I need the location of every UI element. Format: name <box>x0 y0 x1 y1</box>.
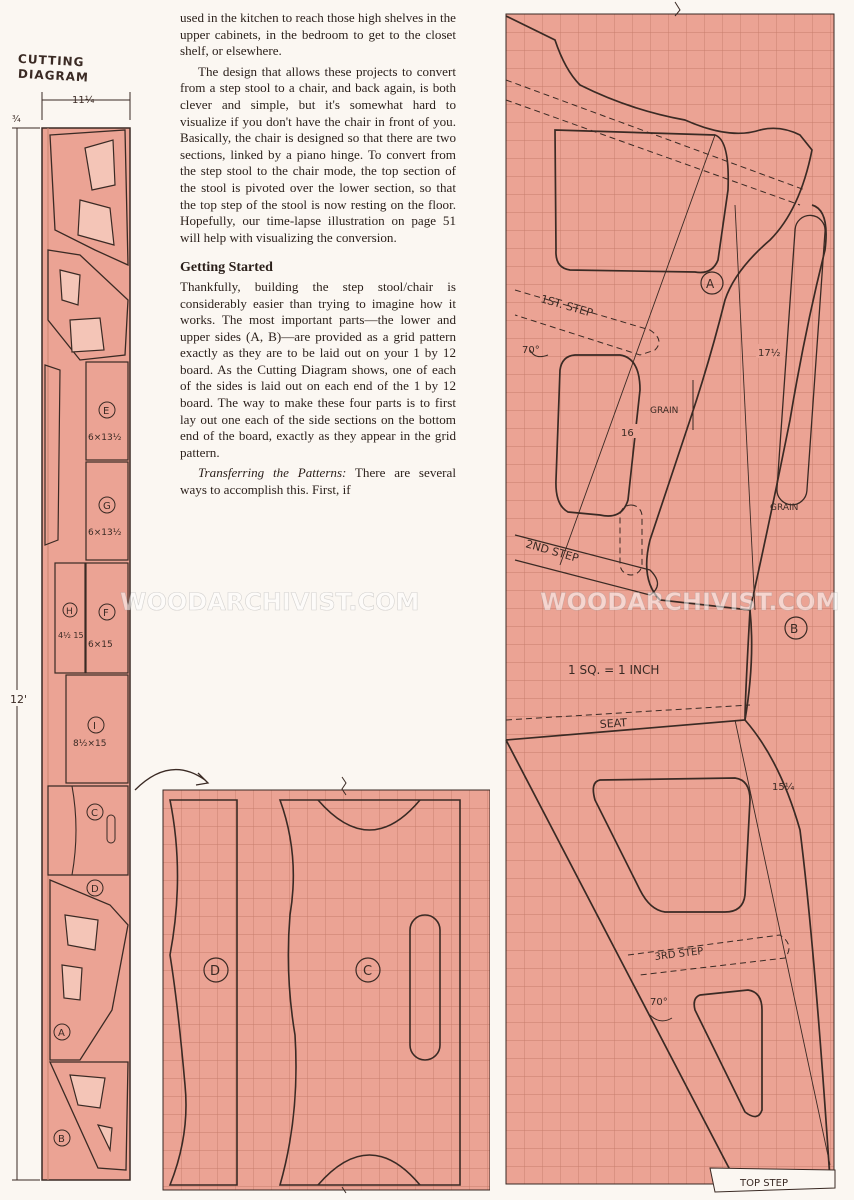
pattern-dim15: 15¼ <box>772 782 795 793</box>
pattern-grain1: GRAIN <box>650 406 679 416</box>
part-a-letter: A <box>58 1028 65 1039</box>
pattern-step2: 2ND STEP <box>524 537 581 565</box>
pattern-part-c: C <box>363 964 373 979</box>
thickness-dimension: ¾ <box>12 115 21 125</box>
part-h-size: 4½ 15 <box>58 631 84 640</box>
pattern-dim17: 17½ <box>758 348 781 359</box>
part-g-letter: G <box>103 501 111 512</box>
paragraph-1: used in the kitchen to reach those high shelves in the upper cabinets, in the bedroom to get to the closet shelf, or elsewhere. <box>180 10 456 59</box>
pattern-part-b: B <box>790 622 799 636</box>
part-e-letter: E <box>103 406 110 417</box>
watermark-left: WOODARCHIVIST.COM <box>120 588 420 616</box>
paragraph-4 <box>180 465 456 498</box>
part-e-size: 6×13½ <box>88 433 122 443</box>
part-d-letter: D <box>91 884 99 895</box>
pattern-angle1: 70° <box>522 345 540 356</box>
pattern-scale: 1 SQ. = 1 INCH <box>568 663 660 677</box>
part-f-size: 6×15 <box>88 640 113 650</box>
pattern-part-a: A <box>706 277 715 291</box>
watermark-right: WOODARCHIVIST.COM <box>540 588 840 616</box>
pattern-grain2: GRAIN <box>770 503 799 513</box>
section-heading: Getting Started <box>180 260 273 276</box>
grid-pattern-c-d <box>130 755 490 1195</box>
pattern-dim16: 16 <box>621 428 634 439</box>
pattern-part-d: D <box>210 964 221 979</box>
part-b-letter: B <box>58 1134 65 1145</box>
runin-heading: Transferring the Patterns: <box>198 465 347 481</box>
pattern-step3: 3RD STEP <box>654 946 705 963</box>
part-f-letter: F <box>103 608 109 619</box>
part-c-letter: C <box>91 808 98 819</box>
article-body <box>180 10 456 499</box>
pattern-seat: SEAT <box>599 716 628 731</box>
pattern-top-step: TOP STEP <box>740 1178 788 1189</box>
pattern-angle2: 70° <box>650 997 668 1008</box>
part-i-letter: I <box>93 721 96 732</box>
cutting-diagram-title-2: DIAGRAM <box>17 66 90 85</box>
pattern-step1: 1ST. STEP <box>539 292 595 320</box>
length-dimension: 12' <box>10 693 28 706</box>
part-g-size: 6×13½ <box>88 528 122 538</box>
cutting-diagram-title-1: CUTTING <box>17 51 85 70</box>
part-i-size: 8½×15 <box>73 739 107 749</box>
paragraph-2: The design that allows these projects to convert from a step stool to a chair, and back again, is both clever and simple, but it's somewhat hard to visualize if you don't have the chair in front of you. Basically, the chair is designed so that there are two sections, linked by a piano hinge. To convert from the step stool to the chair mode, the top section of the stool is pivoted over the lower section, so that the top step of the stool is now resting on the floor. Hopefully, our time-lapse illustration on page 51 will help with visualizing the conversion. <box>180 63 456 245</box>
width-dimension: 11¼ <box>72 95 95 106</box>
paragraph-3: Thankfully, building the step stool/chair is considerably easier than trying to imagine how it works. The most important parts—the lower and upper sides (A, B)—are provided as a grid pattern exactly as they are to be laid out on your 1 by 12 board. As the Cutting Diagram shows, one of each of the sides is laid out on each end of the 1 by 12 board. The way to make these four parts is to first lay out one each of the side sections on the bottom end of the board, exactly as they appear in the grid pattern. <box>180 278 456 460</box>
grid-pattern-a-b <box>500 0 840 1200</box>
paragraph-4-text: There are several ways to accomplish this. First, if <box>180 465 456 498</box>
part-h-letter: H <box>66 607 73 617</box>
